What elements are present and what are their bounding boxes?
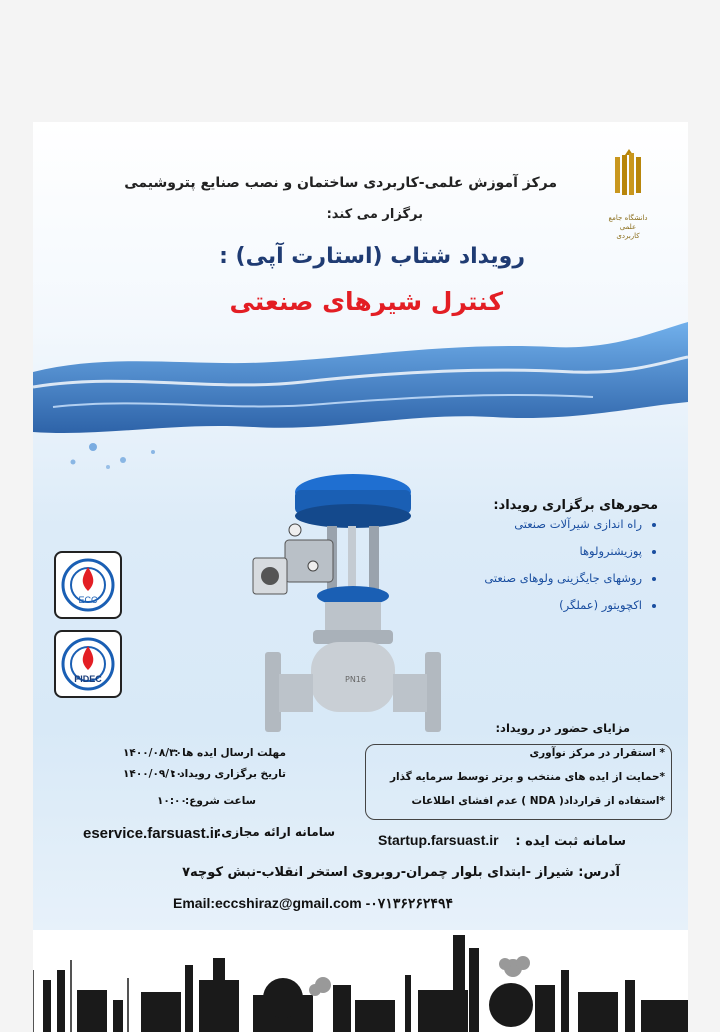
registration-label: سامانه ثبت ایده :	[515, 834, 626, 849]
topic-item: • راه اندازی شیرآلات صنعتی	[484, 517, 642, 531]
event-date-value: ۱۴۰۰/۰۹/۱۰	[123, 768, 182, 780]
event-poster	[33, 122, 688, 930]
organizer-text: مرکز آموزش علمی-کاربردی ساختمان و نصب صنایع پتروشیمی	[124, 175, 557, 191]
virtual-link[interactable]: eservice.farsuast.ir	[83, 825, 220, 842]
ecc-logo	[54, 551, 122, 619]
topic-item: • روشهای جایگزینی ولوهای صنعتی	[484, 571, 642, 585]
water-splash-image	[33, 312, 688, 472]
university-logo	[611, 147, 647, 213]
valve-body-mark: PN16	[345, 675, 366, 684]
advantages-heading: مزایای حضور در رویداد:	[495, 721, 630, 735]
pidec-logo	[54, 630, 122, 698]
deadline-value: ۱۴۰۰/۰۸/۳۰	[123, 747, 182, 759]
presents-text: برگزار می کند:	[326, 207, 423, 222]
topics-heading: محورهای برگزاری رویداد:	[493, 498, 658, 513]
topics-list	[484, 517, 658, 625]
advantage-item: *استفاده از قرارداد( NDA ) عدم افشای اطلاعات	[411, 795, 665, 807]
email-phone-text[interactable]: Email:eccshiraz@gmail.com -۰۷۱۳۶۲۶۲۴۹۴	[173, 895, 453, 911]
topic-item: • پوزیشنرولوها	[484, 544, 642, 558]
event-subject: کنترل شیرهای صنعتی	[229, 287, 503, 316]
pidec-logo-label: PIDEC	[74, 674, 102, 684]
virtual-label: سامانه ارائه مجازی:	[216, 825, 335, 839]
start-time-label: ساعت شروع:	[185, 795, 256, 807]
control-valve-image	[245, 470, 445, 738]
address-text: آدرس: شیراز -ابتدای بلوار چمران-روبروی استخر انقلاب-نبش کوچه۷	[182, 865, 620, 880]
ecc-logo-label: ECC	[78, 595, 98, 605]
event-date-label: تاریخ برگزاری رویداد :	[171, 768, 286, 780]
registration-link[interactable]: Startup.farsuast.ir	[378, 832, 499, 848]
university-logo-caption: دانشگاه جامع علمی کاربردی	[608, 214, 648, 240]
advantage-item: * استقرار در مرکز نوآوری	[529, 747, 665, 759]
start-time-value: ۱۰:۰۰	[157, 795, 187, 807]
advantages-box	[365, 744, 672, 820]
industrial-skyline-image	[33, 930, 688, 1032]
topic-item: • اکچویتور (عملگر)	[484, 598, 642, 612]
event-title: رویداد شتاب (استارت آپی) :	[219, 244, 525, 269]
deadline-label: مهلت ارسال ایده ها :	[174, 747, 286, 759]
advantage-item: *حمایت از ایده های منتخب و برتر توسط سرمایه گذار	[389, 771, 665, 783]
